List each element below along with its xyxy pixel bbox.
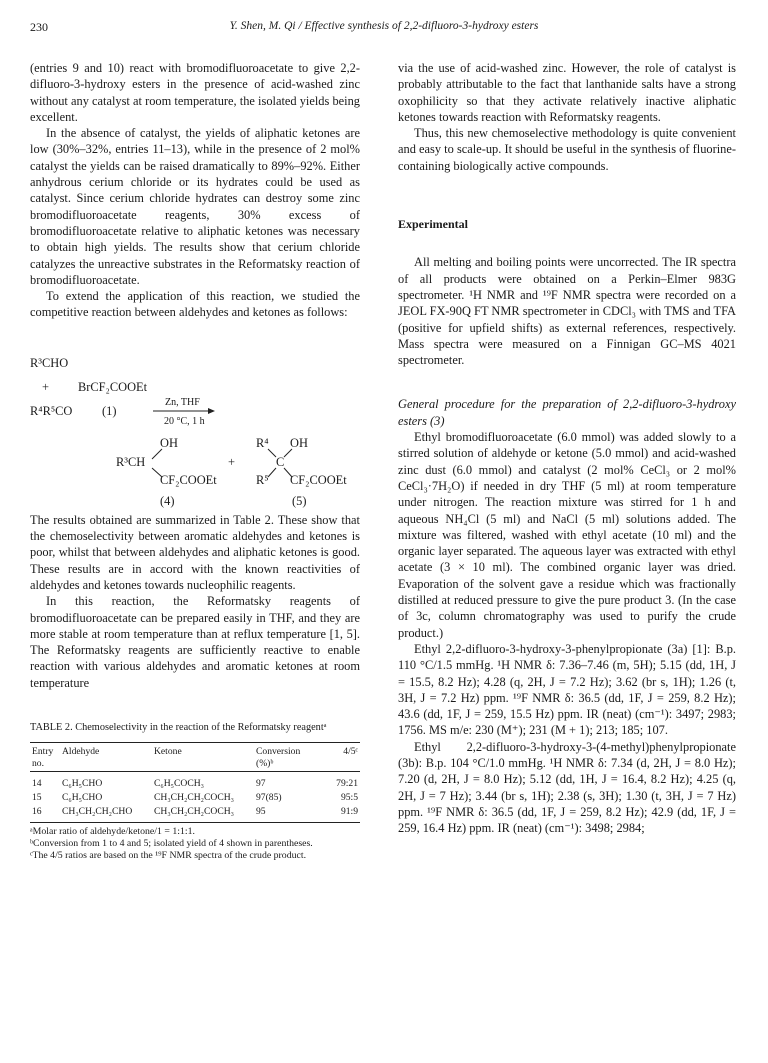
table-row (30, 772, 360, 792)
header-conversion: Conversion (%)ᵇ (254, 743, 314, 772)
left-paragraph-5: In this reaction, the Reformatsky reagents of bromodifluoroacetate can be prepared easily in THF, and they are more stable at room temperature than at reflux temperature [1, 5]. The Reformatsky reagents are sufficiently reactive to enable reaction with various aldehydes and aromatic ketones at room temperature (30, 594, 360, 690)
ketone-r4r5co: R⁴R⁵CO (30, 403, 73, 418)
header-entry: Entry no. (30, 743, 60, 772)
right-paragraph-4: Ethyl bromodifluoroacetate (6.0 mmol) was added slowly to a stirred solution of aldehyde or ketone (5.0 mmol) and acid-washed zinc dust (6.0 mmol) and catalyst (2 mol% CeCl₃ or 2 mol% CeCl₃·7H₂O) if needed in dry THF (5 ml) at room temperature under nitrogen. The reaction mixture was stirred for 1 h and aqueous NH₄Cl (5 ml) and NaCl (5 ml) solutions added. The mixture was filtered, washed with ethyl acetate (10 ml) and the organic layer separated. The aqueous layer was extracted with ethyl acetate (3 × 10 ml). The combined organic layer was dried. Evaporation of the solvent gave a residue which was fractionally distilled at reduced pressure to give the pure product 3. (In the case of 3c, column chromatography was used to purify the crude product.) (398, 430, 736, 640)
right-paragraph-6: Ethyl 2,2-difluoro-3-hydroxy-3-(4-methyl)phenylpropionate (3b): B.p. 104 °C/1.0 mmHg. ¹H NMR δ: 7.34 (d, 2H, J = 8.0 Hz); 7.20 (d, 2H, J = 8.0 Hz); 5.12 (dd, 1H, J = 16.4, 8.2 Hz); 4.25 (q, 2H, J = 7 Hz); 3.44 (br s, 1H); 2.38 (s, 3H); 1.30 (t, 3H, J = 7 Hz) ppm. ¹⁹F NMR δ: 36.5 (dd, 1F, J = 259, 8.2 Hz); 42.9 (dd, 1F, J = 259, 16.4 Hz) ppm. IR (neat) (cm⁻¹): 3498; 2984; (398, 739, 736, 836)
table-row (30, 805, 360, 823)
plus-sign-products: + (228, 454, 235, 469)
header-ketone: Ketone (152, 743, 254, 772)
page-number: 230 (30, 20, 48, 34)
label-1: (1) (102, 403, 117, 418)
cell-aldehyde: C₆H₅CHO (62, 792, 103, 804)
condition-top: Zn, THF (165, 396, 200, 408)
table-caption: TABLE 2. Chemoselectivity in the reaction of the Reformatsky reagentᵃ (30, 722, 327, 734)
cell-ratio: 79:21 (336, 778, 358, 790)
cell-conversion: 97 (256, 778, 266, 790)
product5-carbon: C (276, 454, 285, 469)
left-paragraph-3: To extend the application of this reaction, we studied the competitive reaction between aldehydes and ketones as follows: (30, 289, 360, 320)
left-paragraph-1: (entries 9 and 10) react with bromodifluoroacetate to give 2,2-difluoro-3-hydroxy esters in the presence of acid-washed zinc without any catalyst at room temperature, the isolated yields being excellent. (30, 61, 360, 124)
chemoselectivity-table (30, 742, 360, 823)
aldehyde-r3cho: R³CHO (30, 355, 69, 370)
product5-r5: R⁵ (256, 472, 269, 487)
cell-conversion: 97(85) (256, 792, 282, 804)
cell-aldehyde: CH₃CH₂CH₂CHO (60, 805, 152, 823)
header-aldehyde: Aldehyde (60, 743, 152, 772)
bond-r4-5 (268, 449, 276, 457)
right-paragraph-2: Thus, this new chemoselective methodology is quite convenient and easy to scale-up. It should be useful in the synthesis of fluorine-containing biologically active compounds. (398, 126, 736, 173)
product5-oh: OH (290, 435, 308, 450)
footnote-b: ᵇConversion from 1 to 4 and 5; isolated yield of 4 shown in parentheses. (30, 838, 313, 850)
product4-r3ch: R³CH (116, 454, 146, 469)
right-paragraph-5: Ethyl 2,2-difluoro-3-hydroxy-3-phenylpropionate (3a) [1]: B.p. 110 °C/1.5 mmHg. ¹H NMR δ: 7.36–7.46 (m, 5H); 5.15 (dd, 1H, J = 15.5, 8.2 Hz); 4.28 (q, 2H, J = 7.2 Hz); 3.62 (br s, 1H); 1.26 (t, 3H, J = 7.2 Hz) ppm. ¹⁹F NMR δ: 36.5 (dd, 1F, J = 259, 8.2 Hz); 43.6 (dd, 1F, J = 259, 15.5 Hz) ppm. IR (neat) (cm⁻¹): 3497; 2983; 1756. MS m/e: 230 (M⁺); 231 (M + 1); 213; 185; 107. (398, 641, 736, 738)
plus-sign: + (42, 379, 49, 394)
cell-ketone: C₆H₅COCH₃ (154, 778, 205, 790)
right-paragraph-3: All melting and boiling points were uncorrected. The IR spectra of all products were obtained on a Perkin–Elmer 983G spectrometer. ¹H NMR and ¹⁹F NMR spectra were recorded on a JEOL FX-90Q FT NMR spectrometer in CDCl₃ with TMS and TFA (positive for upfield shifts) as external references, respectively. Mass spectra were measured on a Finnigan GC–MS 4021 spectrometer. (398, 255, 736, 368)
cell-entry: 15 (32, 792, 42, 804)
cell-entry: 14 (32, 778, 42, 790)
header-ratio: 4/5ᶜ (314, 743, 360, 772)
arrow-head (208, 408, 215, 414)
condition-bottom: 20 °C, 1 h (164, 415, 205, 427)
left-paragraph-4: The results obtained are summarized in Table 2. These show that the chemoselectivity between aromatic aldehydes and ketones is poor, whilst that between aldehydes and aliphatic ketones is good. These results are in accord with the known reactivities of aldehydes and ketones towards nucleophilic reagents. (30, 512, 360, 592)
running-head: Y. Shen, M. Qi / Effective synthesis of 2,2-difluoro-3-hydroxy esters (229, 20, 539, 32)
right-column (398, 60, 736, 836)
reagent-bromodifluoroacetate: BrCF₂COOEt (78, 379, 148, 394)
table-footnotes (30, 826, 360, 863)
procedure-subheading: General procedure for the preparation of 2,2-difluoro-3-hydroxy esters (3) (398, 397, 736, 428)
product4-ester: CF₂COOEt (160, 472, 217, 487)
product5-r4: R⁴ (256, 435, 269, 450)
cell-ketone: CH₃CH₂CH₂COCH₃ (154, 792, 235, 804)
experimental-heading: Experimental (398, 217, 468, 232)
cell-ketone: CH₃CH₂CH₂COCH₃ (152, 805, 254, 823)
left-paragraph-2: In the absence of catalyst, the yields of aliphatic ketones are low (30%–32%, entries 11–13), while in the presence of 2 mol% catalyst the yields can be raised dramatically to 89%–92%. Either anhydrous cerium chloride or its hydrates could be used as catalyst. Since cerium chloride hydrates can destroy some zinc bromodifluoroacetate reagents, 30% excess of bromodifluoroacetate relative to aliphatic ketones was necessary to obtain high yields. The results show that cerium chloride catalyzes the unreactive substrates in the Reformatsky reaction of bromodifluoroacetate. (30, 126, 360, 287)
bond-r5-5 (268, 468, 276, 477)
footnote-a: ᵃMolar ratio of aldehyde/ketone/1 = 1:1:1. (30, 826, 195, 838)
label-4: (4) (160, 493, 175, 508)
cell-ratio: 95:5 (340, 792, 358, 804)
cell-ratio: 91:9 (314, 805, 360, 823)
footnote-c: ᶜThe 4/5 ratios are based on the ¹⁹F NMR spectra of the crude product. (30, 850, 307, 862)
cell-entry: 16 (30, 805, 60, 823)
product4-oh: OH (160, 435, 178, 450)
product5-ester: CF₂COOEt (290, 472, 347, 487)
label-5: (5) (292, 493, 307, 508)
reaction-scheme (30, 341, 360, 506)
cell-conversion: 95 (254, 805, 314, 823)
cell-aldehyde: C₆H₅CHO (62, 778, 103, 790)
table-row (30, 791, 360, 805)
right-paragraph-1: via the use of acid-washed zinc. However, the role of catalyst is probably attributable to the fact that lanthanide salts have a strong oxophilicity so that they activate relatively inactive aliphatic ketones towards reaction with Reformatsky reagents. (398, 61, 736, 124)
left-column (30, 60, 360, 863)
